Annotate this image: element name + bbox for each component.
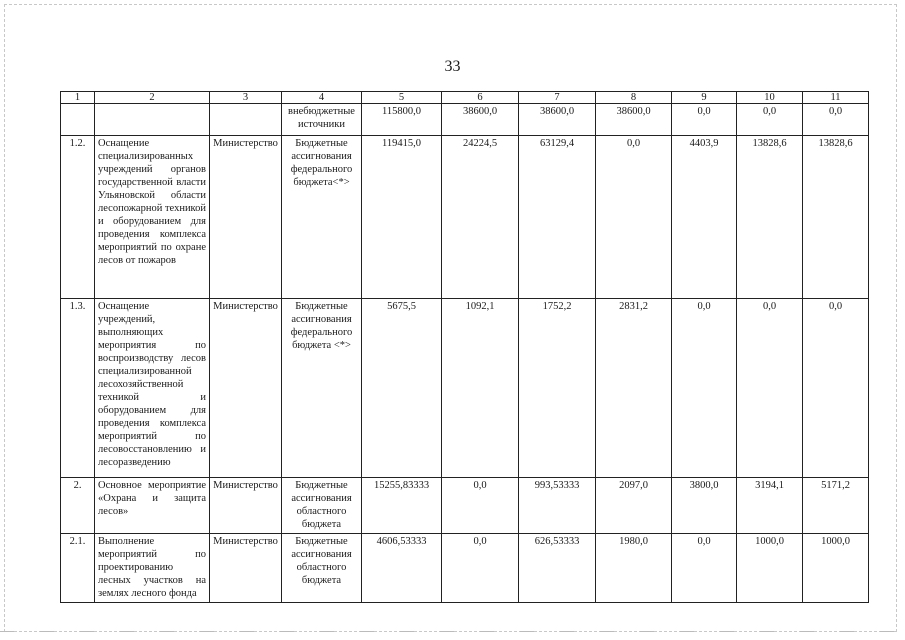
scan-artifact-line bbox=[0, 631, 905, 632]
column-header: 5 bbox=[362, 92, 442, 104]
value-cell: 0,0 bbox=[672, 299, 737, 478]
budget-table bbox=[60, 91, 869, 603]
value-cell: 115800,0 bbox=[362, 104, 442, 136]
executor: Министерство bbox=[210, 478, 282, 534]
value-cell: 0,0 bbox=[672, 534, 737, 603]
value-cell: 1752,2 bbox=[519, 299, 596, 478]
value-cell: 0,0 bbox=[803, 104, 869, 136]
column-header: 10 bbox=[737, 92, 803, 104]
activity-name: Выполнение мероприятий по проектированию лесных участков на землях лесного фонда bbox=[95, 534, 210, 603]
value-cell: 4606,53333 bbox=[362, 534, 442, 603]
column-header: 1 bbox=[61, 92, 95, 104]
value-cell: 3800,0 bbox=[672, 478, 737, 534]
row-number: 1.3. bbox=[61, 299, 95, 478]
value-cell: 38600,0 bbox=[519, 104, 596, 136]
funding-source: Бюджетные ассигнования областного бюджета bbox=[282, 534, 362, 603]
page-number: 33 bbox=[444, 58, 461, 75]
value-cell: 5171,2 bbox=[803, 478, 869, 534]
value-cell: 38600,0 bbox=[596, 104, 672, 136]
value-cell: 0,0 bbox=[737, 299, 803, 478]
value-cell: 0,0 bbox=[596, 136, 672, 299]
funding-source: внебюджетные источники bbox=[282, 104, 362, 136]
row-number: 1.2. bbox=[61, 136, 95, 299]
column-header: 4 bbox=[282, 92, 362, 104]
value-cell: 63129,4 bbox=[519, 136, 596, 299]
column-header: 2 bbox=[95, 92, 210, 104]
value-cell: 119415,0 bbox=[362, 136, 442, 299]
executor: Министерство bbox=[210, 534, 282, 603]
column-header: 9 bbox=[672, 92, 737, 104]
row-number: 2. bbox=[61, 478, 95, 534]
value-cell: 0,0 bbox=[442, 534, 519, 603]
funding-source: Бюджетные ассигнования федерального бюджета<*> bbox=[282, 136, 362, 299]
value-cell: 0,0 bbox=[803, 299, 869, 478]
value-cell: 24224,5 bbox=[442, 136, 519, 299]
value-cell: 1000,0 bbox=[803, 534, 869, 603]
value-cell: 5675,5 bbox=[362, 299, 442, 478]
value-cell: 993,53333 bbox=[519, 478, 596, 534]
table-row bbox=[61, 104, 869, 136]
table-row bbox=[61, 136, 869, 299]
value-cell: 13828,6 bbox=[803, 136, 869, 299]
funding-source: Бюджетные ассигнования федерального бюджета <*> bbox=[282, 299, 362, 478]
activity-name bbox=[95, 104, 210, 136]
funding-source: Бюджетные ассигнования областного бюджета bbox=[282, 478, 362, 534]
value-cell: 3194,1 bbox=[737, 478, 803, 534]
table-row bbox=[61, 299, 869, 478]
value-cell: 0,0 bbox=[737, 104, 803, 136]
value-cell: 1000,0 bbox=[737, 534, 803, 603]
executor: Министерство bbox=[210, 299, 282, 478]
value-cell: 38600,0 bbox=[442, 104, 519, 136]
value-cell: 13828,6 bbox=[737, 136, 803, 299]
column-header: 3 bbox=[210, 92, 282, 104]
column-header: 8 bbox=[596, 92, 672, 104]
column-number-row bbox=[61, 92, 869, 104]
value-cell: 0,0 bbox=[672, 104, 737, 136]
activity-name: Оснащение учреждений, выполняющих мероприятия по воспроизводству лесов специализированной лесохозяйственной техникой и оборудованием для проведения комплекса мероприятий по лесовосстановлению и лесоразведению bbox=[95, 299, 210, 478]
value-cell: 626,53333 bbox=[519, 534, 596, 603]
value-cell: 1092,1 bbox=[442, 299, 519, 478]
value-cell: 4403,9 bbox=[672, 136, 737, 299]
column-header: 7 bbox=[519, 92, 596, 104]
value-cell: 15255,83333 bbox=[362, 478, 442, 534]
table-row bbox=[61, 478, 869, 534]
table-row bbox=[61, 534, 869, 603]
value-cell: 2831,2 bbox=[596, 299, 672, 478]
activity-name: Оснащение специализированных учреждений органов государственной власти Ульяновской области лесопожарной техникой и оборудованием для проведения комплекса мероприятий по охране лесов от пожаров bbox=[95, 136, 210, 299]
executor: Министерство bbox=[210, 136, 282, 299]
row-number bbox=[61, 104, 95, 136]
value-cell: 0,0 bbox=[442, 478, 519, 534]
column-header: 6 bbox=[442, 92, 519, 104]
column-header: 11 bbox=[803, 92, 869, 104]
value-cell: 2097,0 bbox=[596, 478, 672, 534]
value-cell: 1980,0 bbox=[596, 534, 672, 603]
activity-name: Основное мероприятие «Охрана и защита лесов» bbox=[95, 478, 210, 534]
executor bbox=[210, 104, 282, 136]
row-number: 2.1. bbox=[61, 534, 95, 603]
